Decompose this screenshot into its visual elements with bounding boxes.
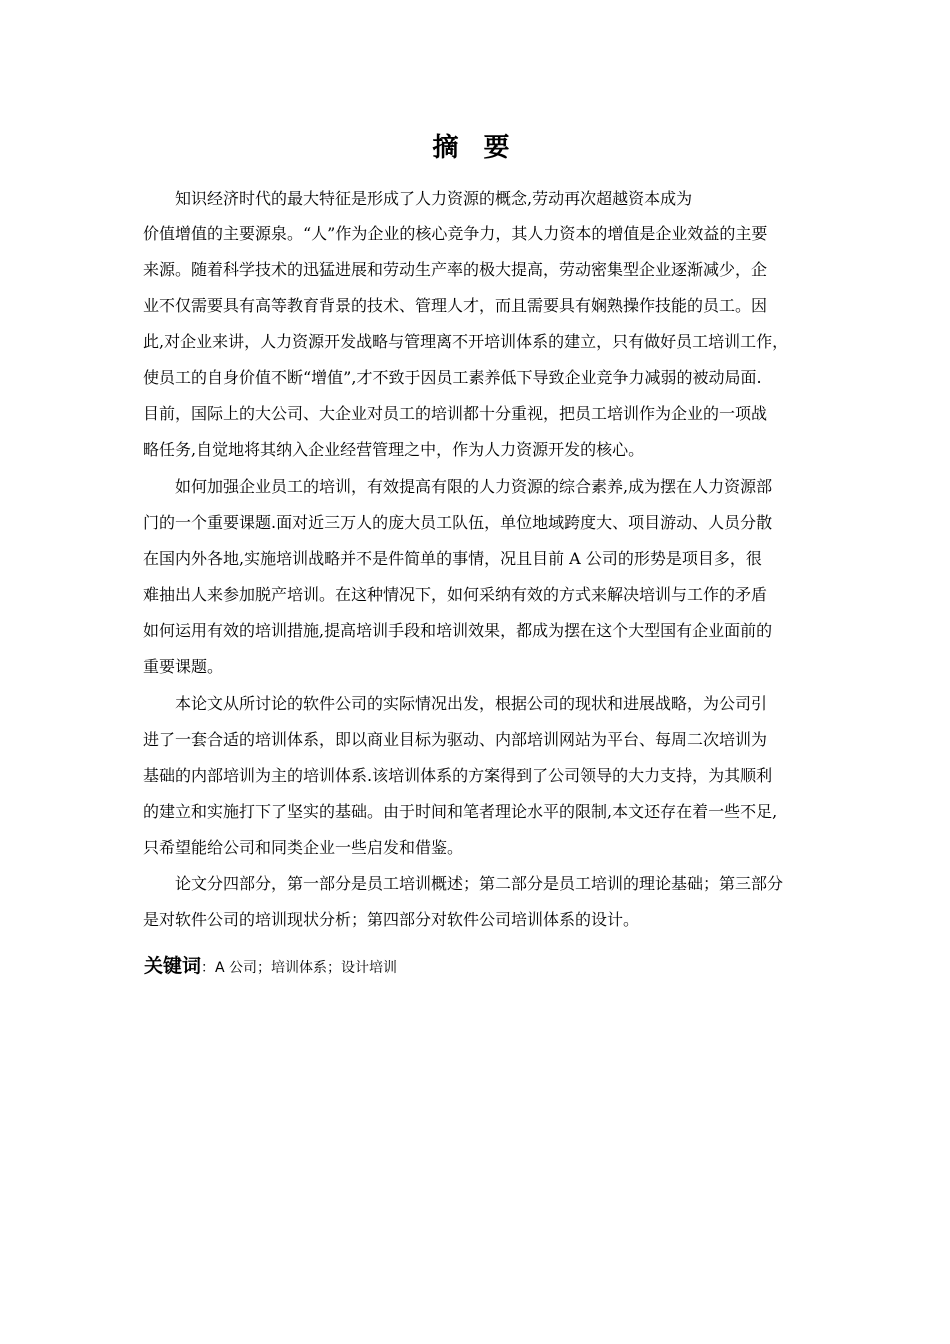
keywords-text: ：A 公司；培训体系；设计培训 — [201, 960, 398, 976]
paragraph-2-line-3: 在国内外各地,实施培训战略并不是件简单的事情，况且目前 A 公司的形势是项目多，很 — [143, 549, 762, 568]
paragraph-1-line-5: 此,对企业来讲，人力资源开发战略与管理离不开培训体系的建立，只有做好员工培训工作， — [143, 332, 789, 351]
paragraph-3-line-5: 只希望能给公司和同类企业一些启发和借鉴。 — [143, 838, 464, 857]
paragraph-3-line-4: 的建立和实施打下了坚实的基础。由于时间和笔者理论水平的限制,本文还存在着一些不足, — [143, 802, 778, 821]
page-title: 摘 要 — [432, 133, 518, 163]
paragraph-2-line-6: 重要课题。 — [143, 657, 224, 676]
keywords-label: 关键词 — [144, 955, 202, 977]
paragraph-4-line-1: 论文分四部分，第一部分是员工培训概述；第二部分是员工培训的理论基础；第三部分 — [175, 874, 784, 893]
paragraph-1-line-1: 知识经济时代的最大特征是形成了人力资源的概念,劳动再次超越资本成为 — [175, 189, 693, 208]
paragraph-1-line-6: 使员工的自身价值不断“增值”,才不致于因员工素养低下导致企业竞争力减弱的被动局面. — [143, 368, 762, 387]
paragraph-1-line-2: 价值增值的主要源泉。“人”作为企业的核心竞争力，其人力资本的增值是企业效益的主要 — [143, 224, 768, 243]
paragraph-1-line-7: 目前，国际上的大公司、大企业对员工的培训都十分重视，把员工培训作为企业的一项战 — [143, 404, 768, 423]
paragraph-3-line-2: 进了一套合适的培训体系，即以商业目标为驱动、内部培训网站为平台、每周二次培训为 — [143, 730, 768, 749]
paragraph-1-line-3: 来源。随着科学技术的迅猛进展和劳动生产率的极大提高，劳动密集型企业逐渐减少，企 — [143, 260, 768, 279]
paragraph-2-line-4: 难抽出人来参加脱产培训。在这种情况下，如何采纳有效的方式来解决培训与工作的矛盾 — [143, 585, 768, 604]
paragraph-3-line-1: 本论文从所讨论的软件公司的实际情况出发，根据公司的现状和进展战略，为公司引 — [175, 694, 768, 713]
paragraph-2-line-5: 如何运用有效的培训措施,提高培训手段和培训效果，都成为摆在这个大型国有企业面前的 — [143, 621, 773, 640]
paragraph-1-line-4: 业不仅需要具有高等教育背景的技术、管理人才，而且需要具有娴熟操作技能的员工。因 — [143, 296, 768, 315]
paragraph-1-line-8: 略任务,自觉地将其纳入企业经营管理之中，作为人力资源开发的核心。 — [143, 440, 645, 459]
keywords-line — [144, 952, 397, 982]
paragraph-2-line-2: 门的一个重要课题.面对近三万人的庞大员工队伍，单位地域跨度大、项目游动、人员分散 — [143, 513, 773, 532]
paragraph-2-line-1: 如何加强企业员工的培训，有效提高有限的人力资源的综合素养,成为摆在人力资源部 — [175, 477, 773, 496]
paragraph-4-line-2: 是对软件公司的培训现状分析；第四部分对软件公司培训体系的设计。 — [143, 910, 640, 929]
paragraph-3-line-3: 基础的内部培训为主的培训体系.该培训体系的方案得到了公司领导的大力支持，为其顺利 — [143, 766, 773, 785]
